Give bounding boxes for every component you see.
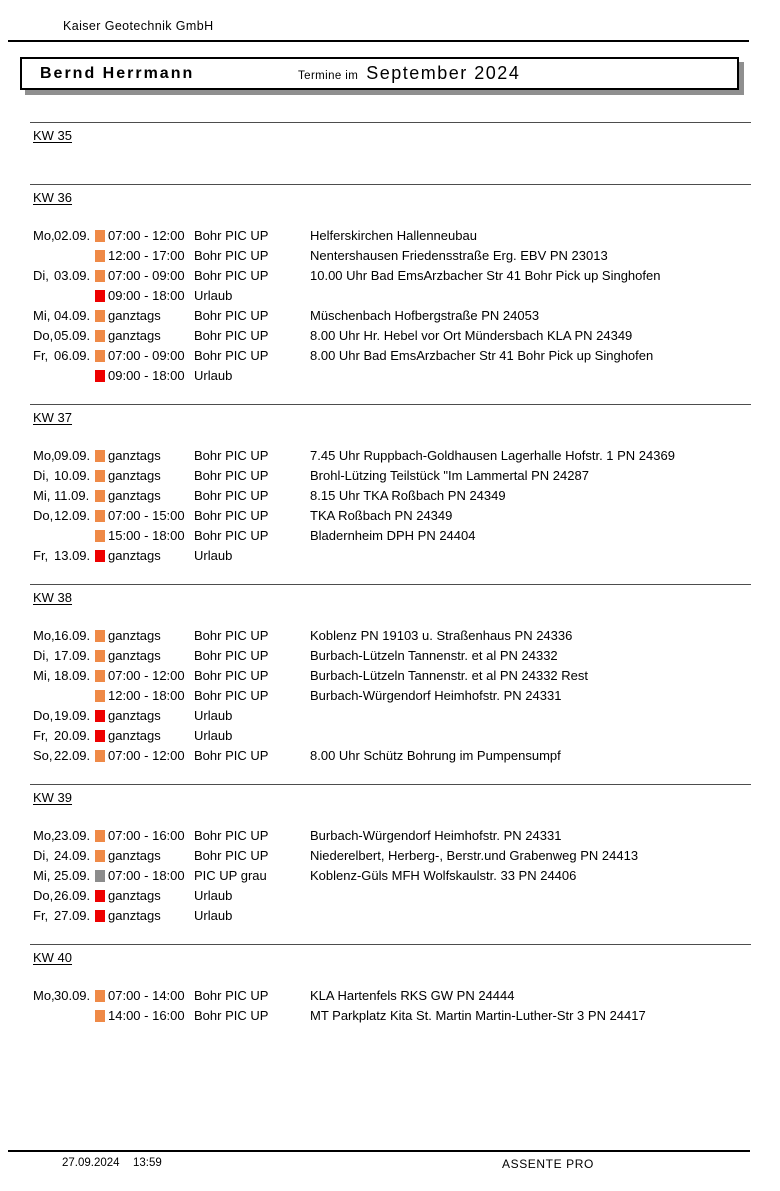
appointment-description: Nentershausen Friedensstraße Erg. EBV PN 23013 bbox=[310, 248, 608, 263]
time-range: ganztags bbox=[108, 548, 161, 563]
date-label: 23.09. bbox=[54, 828, 91, 843]
appointment-row bbox=[30, 446, 751, 466]
appointment-type: Bohr PIC UP bbox=[194, 268, 269, 283]
time-range: ganztags bbox=[108, 888, 161, 903]
weekday-label: Fr, bbox=[33, 908, 49, 923]
title-box bbox=[20, 57, 739, 90]
weekday-label: Mo, bbox=[33, 228, 55, 243]
time-range: 07:00 - 18:00 bbox=[108, 868, 185, 883]
weekday-label: Di, bbox=[33, 648, 49, 663]
date-label: 24.09. bbox=[54, 848, 91, 863]
category-color-square bbox=[95, 370, 105, 382]
appointment-type: Bohr PIC UP bbox=[194, 488, 269, 503]
termine-im-label: Termine im bbox=[298, 70, 359, 82]
weekday-label: Mi, bbox=[33, 668, 51, 683]
appointment-row bbox=[30, 686, 751, 706]
appointment-type: PIC UP grau bbox=[194, 868, 267, 883]
category-color-square bbox=[95, 850, 105, 862]
appointment-row bbox=[30, 906, 751, 926]
appointment-row bbox=[30, 346, 751, 366]
appointment-description: 8.15 Uhr TKA Roßbach PN 24349 bbox=[310, 488, 506, 503]
category-color-square bbox=[95, 490, 105, 502]
appointment-description: Brohl-Lützing Teilstück "Im Lammertal PN 24287 bbox=[310, 468, 589, 483]
appointment-description: 8.00 Uhr Hr. Hebel vor Ort Mündersbach KLA PN 24349 bbox=[310, 328, 633, 343]
date-label: 11.09. bbox=[54, 488, 90, 503]
appointment-description: Koblenz-Güls MFH Wolfskaulstr. 33 PN 24406 bbox=[310, 868, 577, 883]
weekday-label: Di, bbox=[33, 848, 49, 863]
weekday-label: Fr, bbox=[33, 348, 49, 363]
time-range: 12:00 - 17:00 bbox=[108, 248, 185, 263]
appointment-row bbox=[30, 526, 751, 546]
category-color-square bbox=[95, 670, 105, 682]
week-rows bbox=[30, 226, 751, 386]
top-rule bbox=[8, 40, 749, 42]
category-color-square bbox=[95, 990, 105, 1002]
appointment-type: Bohr PIC UP bbox=[194, 248, 269, 263]
appointment-row bbox=[30, 646, 751, 666]
appointment-type: Bohr PIC UP bbox=[194, 448, 269, 463]
time-range: 07:00 - 12:00 bbox=[108, 668, 185, 683]
date-label: 03.09. bbox=[54, 268, 91, 283]
weekday-label: Mo, bbox=[33, 828, 55, 843]
category-color-square bbox=[95, 350, 105, 362]
appointment-row bbox=[30, 826, 751, 846]
time-range: 07:00 - 09:00 bbox=[108, 268, 185, 283]
appointment-type: Bohr PIC UP bbox=[194, 308, 269, 323]
category-color-square bbox=[95, 290, 105, 302]
category-color-square bbox=[95, 1010, 105, 1022]
appointment-description: 10.00 Uhr Bad EmsArzbacher Str 41 Bohr Pick up Singhofen bbox=[310, 268, 661, 283]
time-range: ganztags bbox=[108, 628, 161, 643]
category-color-square bbox=[95, 710, 105, 722]
appointment-row bbox=[30, 626, 751, 646]
time-range: ganztags bbox=[108, 908, 161, 923]
appointment-row bbox=[30, 886, 751, 906]
appointment-type: Bohr PIC UP bbox=[194, 628, 269, 643]
category-color-square bbox=[95, 330, 105, 342]
category-color-square bbox=[95, 510, 105, 522]
appointment-row bbox=[30, 986, 751, 1006]
week-rows bbox=[30, 626, 751, 766]
weekday-label: Do, bbox=[33, 328, 54, 343]
date-label: 06.09. bbox=[54, 348, 91, 363]
time-range: 09:00 - 18:00 bbox=[108, 288, 185, 303]
appointment-type: Urlaub bbox=[194, 288, 233, 303]
footer-rule bbox=[8, 1150, 750, 1152]
appointment-row bbox=[30, 486, 751, 506]
appointment-description: 8.00 Uhr Bad EmsArzbacher Str 41 Bohr Pick up Singhofen bbox=[310, 348, 654, 363]
appointment-row bbox=[30, 326, 751, 346]
appointment-type: Urlaub bbox=[194, 548, 233, 563]
appointment-row bbox=[30, 466, 751, 486]
week-section bbox=[30, 584, 751, 763]
weekday-label: Mi, bbox=[33, 308, 51, 323]
week-divider bbox=[30, 944, 751, 945]
time-range: 07:00 - 15:00 bbox=[108, 508, 185, 523]
time-range: ganztags bbox=[108, 488, 161, 503]
appointment-description: KLA Hartenfels RKS GW PN 24444 bbox=[310, 988, 515, 1003]
week-section bbox=[30, 944, 751, 1023]
appointment-row bbox=[30, 286, 751, 306]
app-name: ASSENTE PRO bbox=[502, 1157, 594, 1171]
appointment-type: Urlaub bbox=[194, 708, 233, 723]
week-section bbox=[30, 122, 751, 145]
date-label: 20.09. bbox=[54, 728, 91, 743]
date-label: 27.09. bbox=[54, 908, 91, 923]
time-range: ganztags bbox=[108, 328, 161, 343]
appointment-type: Bohr PIC UP bbox=[194, 688, 269, 703]
appointment-row bbox=[30, 846, 751, 866]
week-divider bbox=[30, 404, 751, 405]
category-color-square bbox=[95, 890, 105, 902]
appointment-type: Bohr PIC UP bbox=[194, 348, 269, 363]
date-label: 16.09. bbox=[54, 628, 91, 643]
category-color-square bbox=[95, 830, 105, 842]
week-label: KW 37 bbox=[33, 410, 73, 425]
category-color-square bbox=[95, 450, 105, 462]
week-section bbox=[30, 404, 751, 563]
title-right-group bbox=[298, 63, 520, 84]
appointment-row bbox=[30, 706, 751, 726]
time-range: ganztags bbox=[108, 308, 161, 323]
appointment-type: Bohr PIC UP bbox=[194, 328, 269, 343]
time-range: ganztags bbox=[108, 448, 161, 463]
weekday-label: Do, bbox=[33, 888, 54, 903]
time-range: 07:00 - 16:00 bbox=[108, 828, 185, 843]
time-range: ganztags bbox=[108, 708, 161, 723]
appointment-type: Bohr PIC UP bbox=[194, 828, 269, 843]
print-date: 27.09.2024 bbox=[62, 1157, 120, 1169]
weekday-label: Fr, bbox=[33, 728, 49, 743]
appointment-description: Bladernheim DPH PN 24404 bbox=[310, 528, 476, 543]
date-label: 10.09. bbox=[54, 468, 91, 483]
time-range: 07:00 - 12:00 bbox=[108, 228, 185, 243]
weekday-label: Di, bbox=[33, 268, 49, 283]
appointment-type: Bohr PIC UP bbox=[194, 748, 269, 763]
appointment-row bbox=[30, 546, 751, 566]
category-color-square bbox=[95, 550, 105, 562]
date-label: 17.09. bbox=[54, 648, 91, 663]
weekday-label: Mo, bbox=[33, 628, 55, 643]
weekday-label: Do, bbox=[33, 708, 54, 723]
category-color-square bbox=[95, 750, 105, 762]
weekday-label: Mo, bbox=[33, 988, 55, 1003]
appointment-row bbox=[30, 306, 751, 326]
weekday-label: Mi, bbox=[33, 488, 51, 503]
appointment-description: Koblenz PN 19103 u. Straßenhaus PN 24336 bbox=[310, 628, 573, 643]
appointment-description: Burbach-Lützeln Tannenstr. et al PN 24332 Rest bbox=[310, 668, 588, 683]
week-section bbox=[30, 784, 751, 923]
appointment-type: Bohr PIC UP bbox=[194, 668, 269, 683]
appointment-description: Burbach-Lützeln Tannenstr. et al PN 24332 bbox=[310, 648, 558, 663]
date-label: 02.09. bbox=[54, 228, 91, 243]
time-range: 07:00 - 14:00 bbox=[108, 988, 185, 1003]
time-range: ganztags bbox=[108, 648, 161, 663]
date-label: 05.09. bbox=[54, 328, 91, 343]
appointment-description: Niederelbert, Herberg-, Berstr.und Grabenweg PN 24413 bbox=[310, 848, 639, 863]
appointment-row bbox=[30, 266, 751, 286]
appointment-type: Bohr PIC UP bbox=[194, 648, 269, 663]
print-time: 13:59 bbox=[133, 1157, 162, 1169]
appointment-type: Bohr PIC UP bbox=[194, 228, 269, 243]
week-label: KW 35 bbox=[33, 128, 73, 143]
appointment-type: Bohr PIC UP bbox=[194, 848, 269, 863]
time-range: ganztags bbox=[108, 468, 161, 483]
appointment-type: Urlaub bbox=[194, 888, 233, 903]
time-range: ganztags bbox=[108, 848, 161, 863]
appointment-description: 8.00 Uhr Schütz Bohrung im Pumpensumpf bbox=[310, 748, 561, 763]
appointment-description: Müschenbach Hofbergstraße PN 24053 bbox=[310, 308, 540, 323]
person-name: Bernd Herrmann bbox=[40, 64, 195, 82]
week-rows bbox=[30, 986, 751, 1026]
time-range: 07:00 - 09:00 bbox=[108, 348, 185, 363]
appointment-description: TKA Roßbach PN 24349 bbox=[310, 508, 453, 523]
date-label: 18.09. bbox=[54, 668, 91, 683]
category-color-square bbox=[95, 270, 105, 282]
weekday-label: Di, bbox=[33, 468, 49, 483]
appointment-type: Urlaub bbox=[194, 908, 233, 923]
date-label: 13.09. bbox=[54, 548, 91, 563]
date-label: 04.09. bbox=[54, 308, 91, 323]
appointment-description: Burbach-Würgendorf Heimhofstr. PN 24331 bbox=[310, 828, 562, 843]
appointment-type: Bohr PIC UP bbox=[194, 468, 269, 483]
date-label: 09.09. bbox=[54, 448, 91, 463]
category-color-square bbox=[95, 650, 105, 662]
appointment-description: 7.45 Uhr Ruppbach-Goldhausen Lagerhalle Hofstr. 1 PN 24369 bbox=[310, 448, 675, 463]
month-title: September 2024 bbox=[366, 63, 521, 83]
weekday-label: Mo, bbox=[33, 448, 55, 463]
appointment-type: Bohr PIC UP bbox=[194, 508, 269, 523]
time-range: 12:00 - 18:00 bbox=[108, 688, 185, 703]
appointment-type: Urlaub bbox=[194, 728, 233, 743]
date-label: 25.09. bbox=[54, 868, 91, 883]
time-range: 14:00 - 16:00 bbox=[108, 1008, 185, 1023]
date-label: 30.09. bbox=[54, 988, 91, 1003]
date-label: 19.09. bbox=[54, 708, 91, 723]
appointment-type: Bohr PIC UP bbox=[194, 1008, 269, 1023]
appointment-type: Urlaub bbox=[194, 368, 233, 383]
category-color-square bbox=[95, 690, 105, 702]
appointment-row bbox=[30, 866, 751, 886]
appointment-description: Burbach-Würgendorf Heimhofstr. PN 24331 bbox=[310, 688, 562, 703]
category-color-square bbox=[95, 250, 105, 262]
appointment-row bbox=[30, 366, 751, 386]
appointment-row bbox=[30, 226, 751, 246]
category-color-square bbox=[95, 530, 105, 542]
appointment-type: Bohr PIC UP bbox=[194, 528, 269, 543]
weekday-label: So, bbox=[33, 748, 53, 763]
date-label: 12.09. bbox=[54, 508, 91, 523]
category-color-square bbox=[95, 310, 105, 322]
company-name: Kaiser Geotechnik GmbH bbox=[63, 19, 214, 33]
date-label: 26.09. bbox=[54, 888, 91, 903]
appointment-type: Bohr PIC UP bbox=[194, 988, 269, 1003]
weekday-label: Fr, bbox=[33, 548, 49, 563]
week-divider bbox=[30, 584, 751, 585]
week-divider bbox=[30, 122, 751, 123]
appointment-row bbox=[30, 506, 751, 526]
week-label: KW 36 bbox=[33, 190, 73, 205]
week-rows bbox=[30, 446, 751, 566]
weekday-label: Do, bbox=[33, 508, 54, 523]
week-label: KW 38 bbox=[33, 590, 73, 605]
appointment-row bbox=[30, 246, 751, 266]
appointment-row bbox=[30, 666, 751, 686]
appointment-row bbox=[30, 726, 751, 746]
appointment-description: MT Parkplatz Kita St. Martin Martin-Luther-Str 3 PN 24417 bbox=[310, 1008, 646, 1023]
week-divider bbox=[30, 784, 751, 785]
time-range: 07:00 - 12:00 bbox=[108, 748, 185, 763]
category-color-square bbox=[95, 910, 105, 922]
week-divider bbox=[30, 184, 751, 185]
weekday-label: Mi, bbox=[33, 868, 51, 883]
appointment-description: Helferskirchen Hallenneubau bbox=[310, 228, 477, 243]
category-color-square bbox=[95, 630, 105, 642]
week-section bbox=[30, 184, 751, 383]
category-color-square bbox=[95, 730, 105, 742]
week-label: KW 40 bbox=[33, 950, 73, 965]
time-range: 09:00 - 18:00 bbox=[108, 368, 185, 383]
time-range: 15:00 - 18:00 bbox=[108, 528, 185, 543]
date-label: 22.09. bbox=[54, 748, 91, 763]
category-color-square bbox=[95, 870, 105, 882]
category-color-square bbox=[95, 230, 105, 242]
time-range: ganztags bbox=[108, 728, 161, 743]
appointment-row bbox=[30, 746, 751, 766]
category-color-square bbox=[95, 470, 105, 482]
appointment-row bbox=[30, 1006, 751, 1026]
week-label: KW 39 bbox=[33, 790, 73, 805]
week-rows bbox=[30, 826, 751, 926]
